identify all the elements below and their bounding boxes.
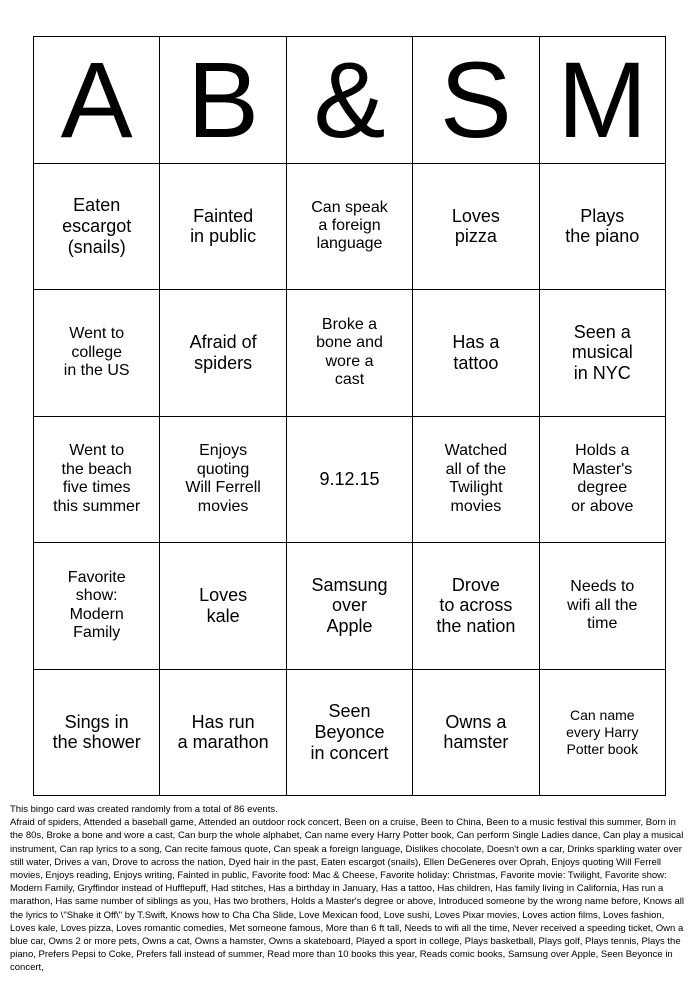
header-letter: A	[60, 38, 133, 160]
bingo-cell	[540, 417, 666, 544]
bingo-cell	[540, 164, 666, 291]
cell-text: Needs to wifi all the time	[567, 578, 638, 632]
cell-text: Went to college in the US	[63, 325, 130, 379]
cell-text: Watched all of the Twilight movies	[444, 442, 508, 515]
bingo-cell	[34, 290, 160, 417]
bingo-cell	[160, 670, 286, 797]
bingo-cell	[540, 670, 666, 797]
cell-text: Can name every Harry Potter book	[566, 707, 639, 757]
cell-text: Has a tattoo	[452, 332, 500, 373]
bingo-cell	[160, 543, 286, 670]
bingo-cell	[160, 164, 286, 291]
cell-text: Afraid of spiders	[189, 332, 257, 373]
bingo-cell	[540, 290, 666, 417]
bingo-cell-free	[287, 417, 413, 544]
header-cell-a	[34, 37, 160, 164]
bingo-cell	[287, 543, 413, 670]
cell-text: Drove to across the nation	[436, 574, 516, 637]
bingo-cell	[287, 164, 413, 291]
cell-text: Seen Beyonce in concert	[310, 701, 389, 763]
bingo-cell	[413, 164, 539, 291]
footer-intro: This bingo card was created randomly from a total of 86 events.	[10, 804, 278, 815]
header-cell-s	[413, 37, 539, 164]
cell-text: Loves kale	[199, 585, 248, 626]
cell-text: Eaten escargot (snails)	[62, 195, 132, 257]
header-letter: M	[557, 38, 648, 160]
cell-text: Fainted in public	[190, 205, 257, 247]
header-letter: &	[313, 38, 386, 160]
bingo-cell	[287, 670, 413, 797]
cell-text: Holds a Master's degree or above	[571, 442, 634, 515]
bingo-card	[33, 36, 666, 796]
cell-text: Plays the piano	[565, 205, 640, 247]
header-cell-b	[160, 37, 286, 164]
bingo-cell	[34, 543, 160, 670]
cell-text: Seen a musical in NYC	[571, 321, 633, 384]
bingo-cell	[34, 417, 160, 544]
bingo-cell	[413, 417, 539, 544]
cell-text: Can speak a foreign language	[311, 198, 388, 253]
cell-text: Loves pizza	[451, 205, 500, 247]
header-cell-m	[540, 37, 666, 164]
cell-text: Has run a marathon	[177, 711, 269, 753]
bingo-cell	[413, 670, 539, 797]
cell-text: Favorite show: Modern Family	[67, 568, 126, 642]
cell-text: Enjoys quoting Will Ferrell movies	[185, 442, 261, 515]
bingo-cell	[540, 543, 666, 670]
cell-text: Sings in the shower	[52, 711, 141, 753]
header-cell-ampersand	[287, 37, 413, 164]
event-list-footer	[10, 803, 690, 975]
bingo-cell	[34, 164, 160, 291]
bingo-cell	[287, 290, 413, 417]
cell-text: Owns a hamster	[443, 711, 509, 753]
bingo-cell	[34, 670, 160, 797]
bingo-cell	[160, 417, 286, 544]
cell-text: Went to the beach five times this summer	[53, 442, 141, 515]
header-letter: S	[439, 38, 512, 160]
footer-events: Afraid of spiders, Attended a baseball game, Attended an outdoor rock concert, Been on a cruise, Been to China, Been to a music festival this summer, Born in the 80s, Broke a bone and wore a cast, Can burp the whole alphabet, Can name every Harry Potter book, Can perform Single Ladies dance, Can play a musical instrument, Can rap lyrics to a song, Can recite famous quote, Can speak a foreign language, Dislikes chocolate, Doesn't own a car, Drinks sparkling water over still water, Drives a van, Drove to across the nation, Dyed hair in the past, Eaten escargot (snails), Ellen DeGeneres over Oprah, Enjoys quoting Will Ferrell movies, Enjoys reading, Enjoys writing, Fainted in public, Favorite food: Mac & Cheese, Favorite holiday: Christmas, Favorite movie: Twilight, Favorite show: Modern Family, Gryffindor instead of Hufflepuff, Had stitches, Has a birthday in January, Has a tattoo, Has children, Has family living in California, Has run a marathon, Has same number of siblings as you, Has two brothers, Holds a Master's degree or above, Introduced someone by the wrong name before, Knows all the lyrics to \"Shake it Off\" by T.Swift, Knows how to Cha Cha Slide, Love Mexican food, Love sushi, Loves Pixar movies, Loves action films, Loves fashion, Loves kale, Loves pizza, Loves romantic comedies, Met someone famous, More than 6 ft tall, Needs to wifi all the time, Never received a speeding ticket, Own a blue car, Owns 2 or more pets, Owns a cat, Owns a hamster, Owns a skateboard, Played a sport in college, Plays basketball, Plays golf, Plays tennis, Plays the piano, Prefers Pepsi to Coke, Prefers fall instead of summer, Read more than 10 books this year, Reads comic books, Samsung over Apple, Seen Beyonce in concert,	[10, 817, 685, 974]
cell-text: Samsung over Apple	[311, 574, 388, 637]
bingo-cell	[413, 543, 539, 670]
cell-text: 9.12.15	[319, 468, 380, 489]
header-letter: B	[187, 38, 260, 160]
bingo-cell	[413, 290, 539, 417]
cell-text: Broke a bone and wore a cast	[316, 315, 383, 389]
bingo-cell	[160, 290, 286, 417]
